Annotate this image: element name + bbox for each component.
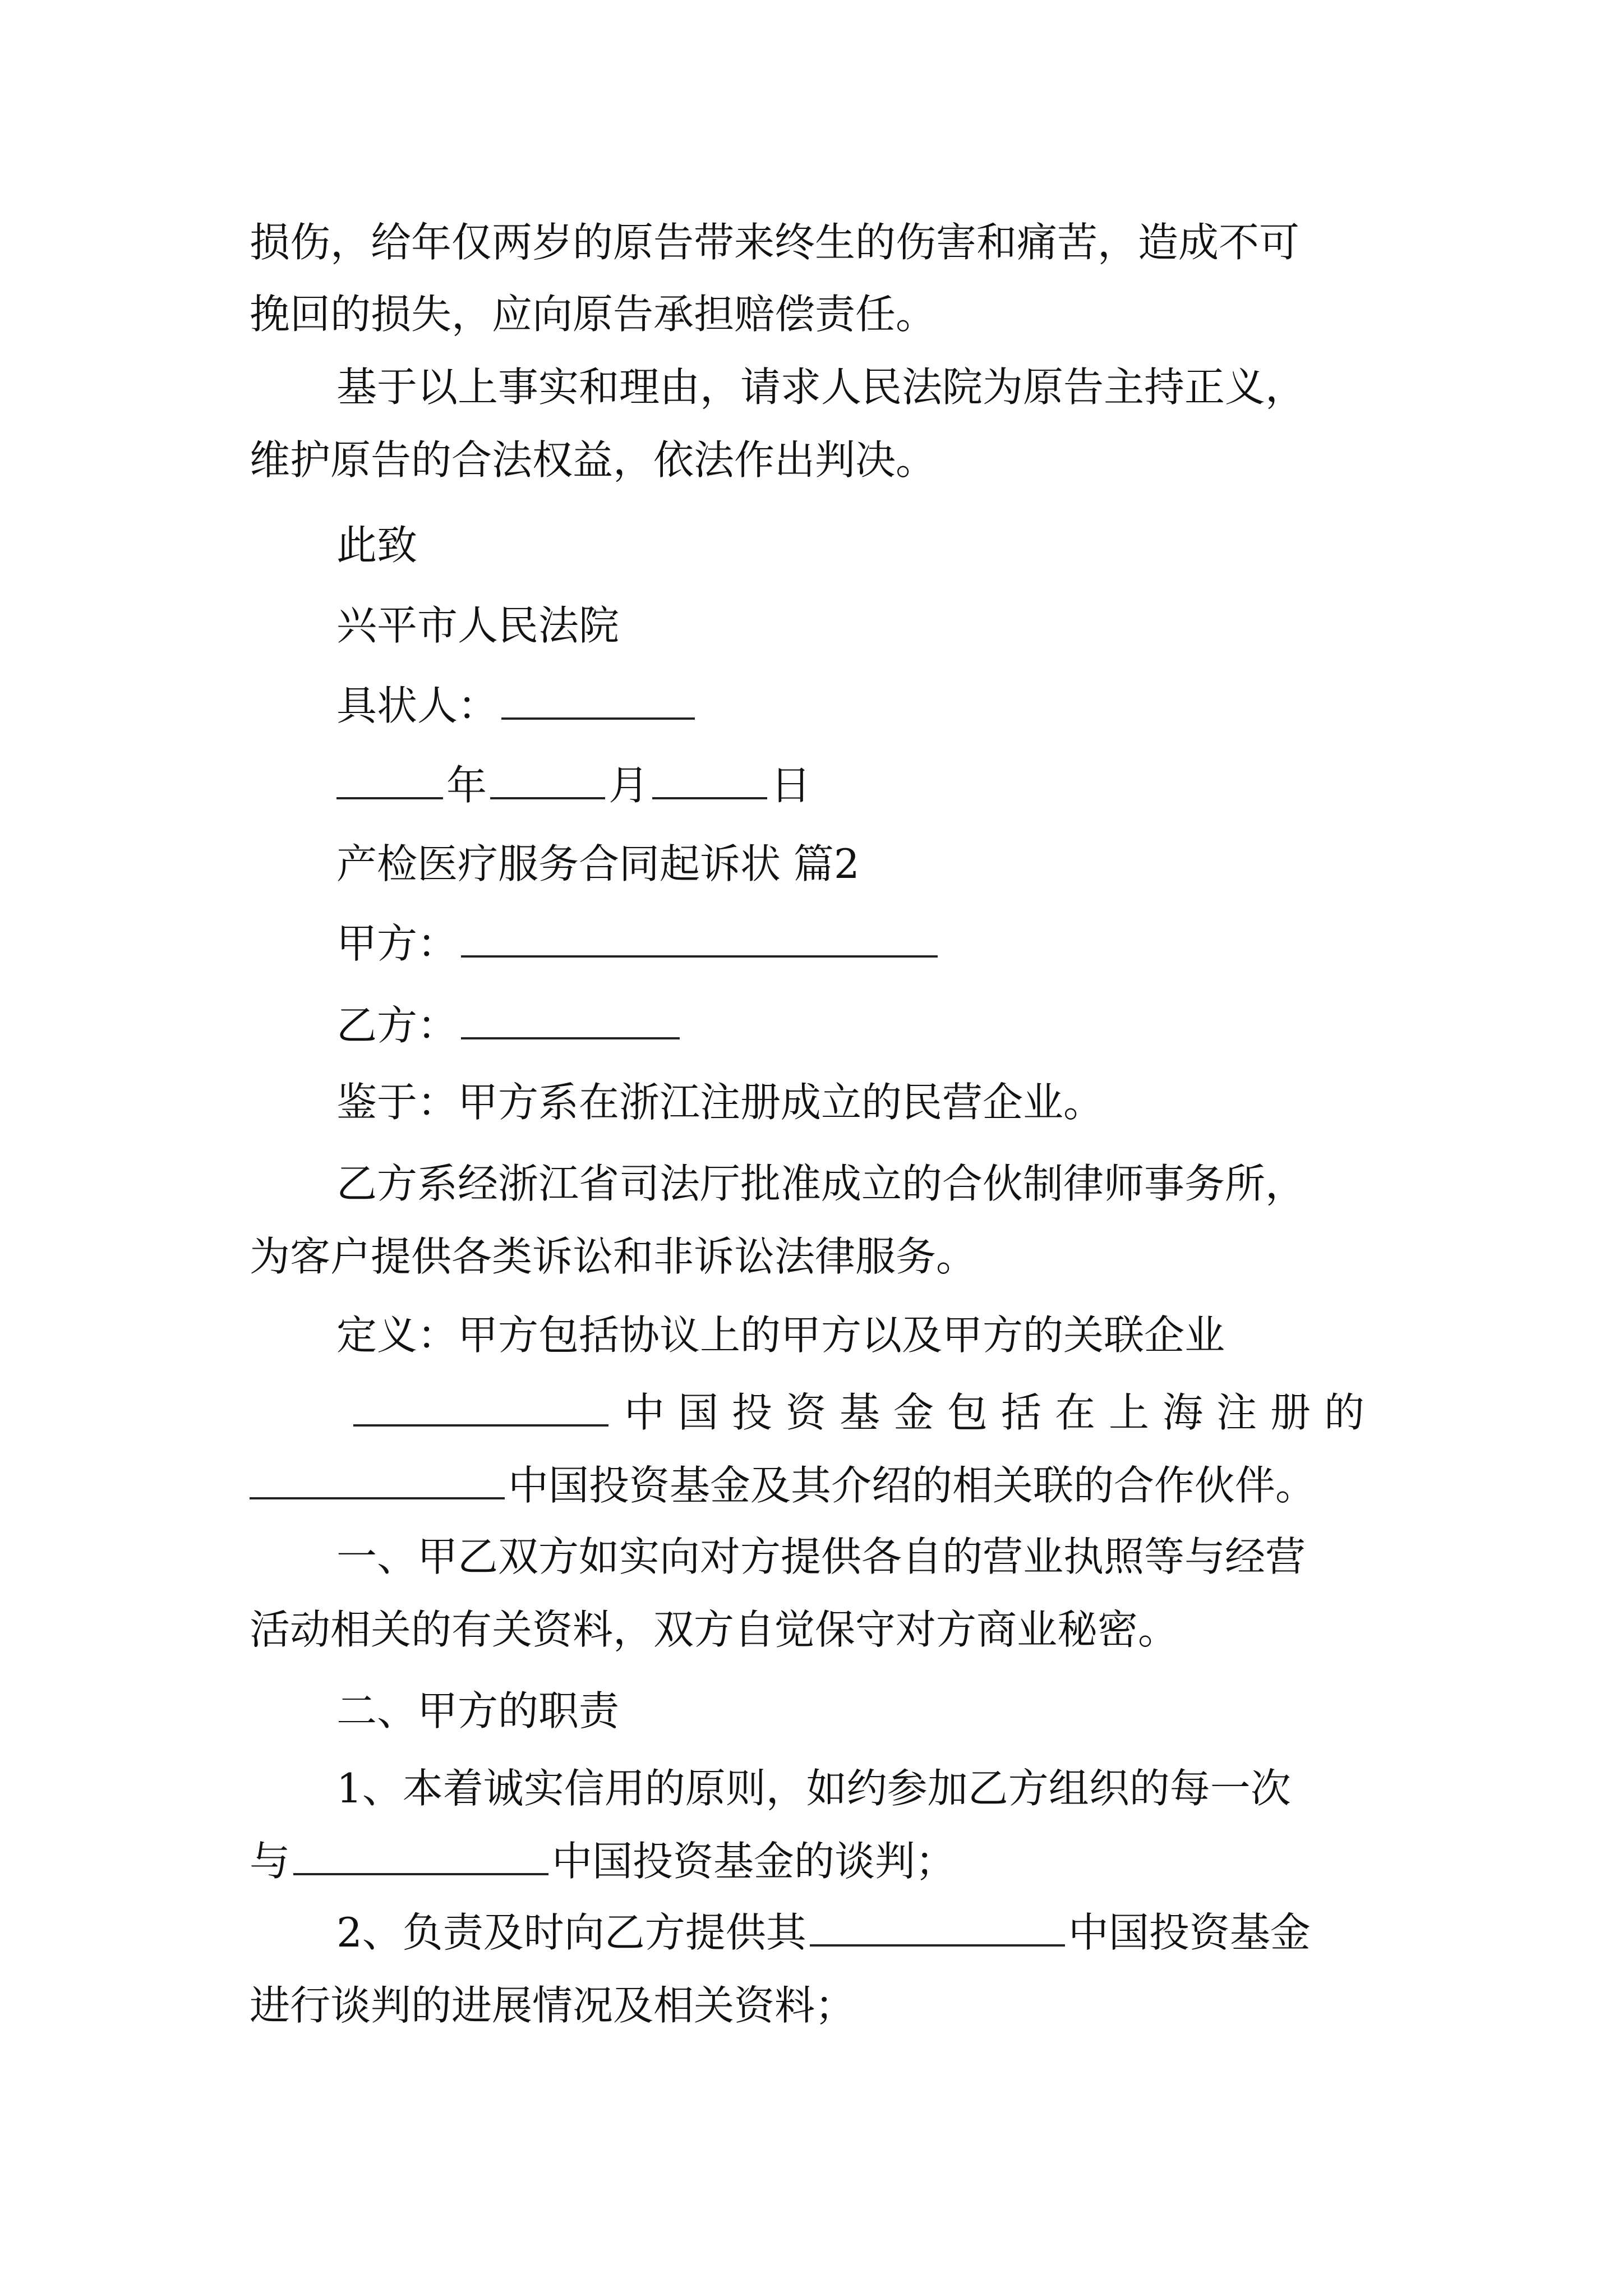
day-label: 日: [771, 762, 811, 809]
year-blank: [336, 762, 443, 799]
paragraph-line: 一、甲乙双方如实向对方提供各自的营业执照等与经营: [336, 1533, 1306, 1580]
item1-pre: 与: [250, 1838, 291, 1885]
court-name: 兴平市人民法院: [336, 602, 620, 649]
party-a-blank: [461, 921, 938, 958]
definition-line: 定义：甲方包括协议上的甲方以及甲方的关联企业: [336, 1312, 1225, 1359]
item2-post: 中国投资基金: [1068, 1909, 1311, 1956]
party-a-line: [336, 915, 941, 972]
section-title: 产检医疗服务合同起诉状 篇2: [336, 840, 860, 887]
paragraph-line: 挽回的损失，应向原告承担赔偿责任。: [250, 291, 937, 338]
month-label: 月: [608, 762, 649, 809]
party-a-label: 甲方：: [336, 920, 458, 967]
paragraph-line: [250, 1833, 956, 1889]
year-label: 年: [446, 762, 487, 809]
fund-blank: [810, 1910, 1065, 1947]
day-blank: [652, 762, 767, 799]
paragraph-line: 维护原告的合法权益，依法作出判决。: [250, 436, 937, 484]
paragraph-line: [250, 1457, 1316, 1513]
paragraph-line: [353, 1384, 1378, 1441]
fund-text: 中国投资基金包括在上海注册的: [624, 1389, 1378, 1436]
date-line: [336, 757, 811, 813]
paragraph-line: 活动相关的有关资料，双方自觉保守对方商业秘密。: [250, 1606, 1179, 1653]
paragraph-line: 为客户提供各类诉讼和非诉讼法律服务。: [250, 1233, 977, 1280]
paragraph-line: 进行谈判的进展情况及相关资料；: [250, 1982, 856, 2029]
paragraph-line: 乙方系经浙江省司法厅批准成立的合伙制律师事务所，: [336, 1160, 1306, 1207]
signer-line: [336, 678, 698, 734]
fund-blank: [250, 1462, 505, 1499]
whereas-line: 鉴于：甲方系在浙江注册成立的民营企业。: [336, 1079, 1104, 1126]
signer-blank: [501, 683, 695, 720]
paragraph-line: 基于以上事实和理由，请求人民法院为原告主持正义，: [336, 364, 1306, 411]
party-b-label: 乙方：: [336, 1002, 458, 1049]
party-b-blank: [461, 1002, 680, 1039]
clause-title: 二、甲方的职责: [336, 1687, 620, 1734]
month-blank: [490, 762, 605, 799]
paragraph-line: [336, 1904, 1311, 1961]
signer-label: 具状人：: [336, 682, 499, 729]
fund-blank: [293, 1838, 548, 1875]
fund-blank: [353, 1389, 608, 1427]
item2-pre: 2、负责及时向乙方提供其: [336, 1909, 806, 1956]
greeting: 此致: [336, 522, 418, 569]
paragraph-line: 1、本着诚实信用的原则，如约参加乙方组织的每一次: [336, 1765, 1291, 1812]
paragraph-line: 损伤，给年仅两岁的原告带来终生的伤害和痛苦，造成不可: [250, 219, 1300, 266]
item1-post: 中国投资基金的谈判；: [552, 1838, 956, 1885]
party-b-line: [336, 997, 683, 1053]
fund-text: 中国投资基金及其介绍的相关联的合作伙伴。: [508, 1462, 1316, 1509]
